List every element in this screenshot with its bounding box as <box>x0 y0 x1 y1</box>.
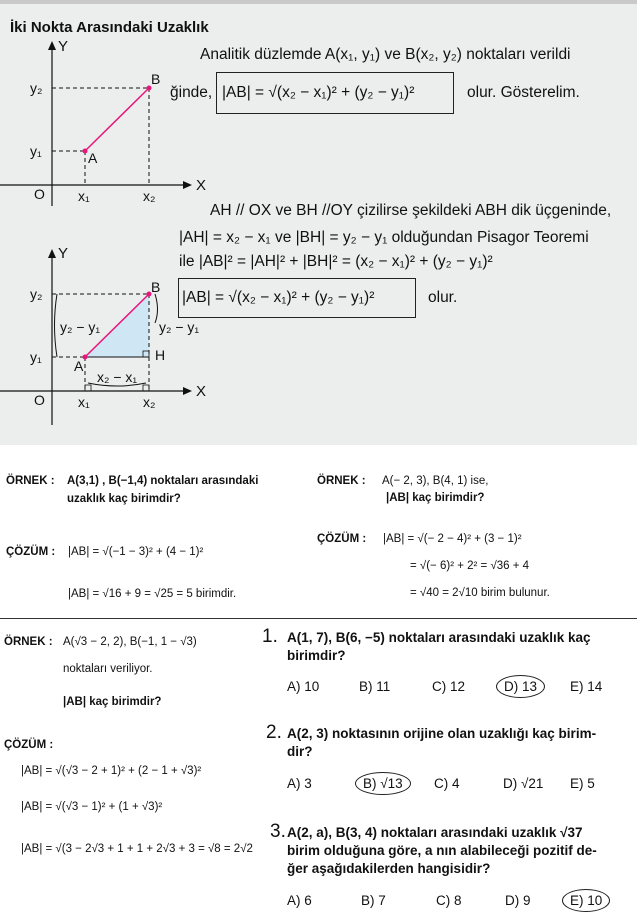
bottom-diff-label: x₂ − x₁ <box>97 369 138 385</box>
left-diff-label: y₂ − y₁ <box>60 319 101 335</box>
example3-question-line2: noktaları veriliyor. <box>63 663 153 675</box>
proof-line2: |AH| = x₂ − x₁ ve |BH| = y₂ − y₁ olduğundan Pisagor Teoremi <box>179 229 589 246</box>
example1-solution-line1: |AB| = √(−1 − 3)² + (4 − 1)² <box>68 546 204 558</box>
intro-line2-prefix: ğinde, <box>170 84 213 101</box>
y1-label-2: y₁ <box>30 349 42 365</box>
origin-label-2: O <box>34 392 45 408</box>
example3-solution-label: ÇÖZÜM : <box>4 739 54 751</box>
question2-option-c[interactable]: C) 4 <box>434 776 460 791</box>
x-axis-label: X <box>196 177 207 194</box>
proof-line1: AH // OX ve BH //OY çizilirse şekildeki ABH dik üçgeninde, <box>210 202 612 219</box>
right-angle-mark-x1 <box>85 385 91 391</box>
left-brace <box>55 294 58 357</box>
question1-option-c[interactable]: C) 12 <box>432 679 466 694</box>
question3-option-c[interactable]: C) 8 <box>436 893 462 908</box>
question1-line2: birimdir? <box>287 648 346 663</box>
intro-line1: Analitik düzlemde A(x₁, y₁) ve B(x₂, y₂) noktaları verildi <box>200 46 571 63</box>
question2-line1: A(2, 3) noktasının orijine olan uzaklığı kaç birim- <box>287 726 597 741</box>
question2-option-a[interactable]: A) 3 <box>287 776 312 791</box>
question3-line3: ğer aşağıdakilerden hangisidir? <box>287 861 491 876</box>
question1-number: 1. <box>262 626 278 647</box>
x1-label-2: x₁ <box>78 394 90 410</box>
question3-number: 3. <box>270 821 286 842</box>
right-diff-label: y₂ − y₁ <box>159 319 200 335</box>
section-divider <box>0 618 637 619</box>
example2-question-line2: |AB| kaç birimdir? <box>386 492 485 504</box>
example3-solution-line2: |AB| = √(√3 − 1)² + (1 + √3)² <box>21 801 163 813</box>
y1-label: y₁ <box>30 143 42 159</box>
example2-solution-label: ÇÖZÜM : <box>317 533 367 545</box>
question3-option-e-circled[interactable]: E) 10 <box>562 889 610 912</box>
y-axis-label-2: Y <box>58 245 69 262</box>
example1-question-line1: A(3,1) , B(−1,4) noktaları arasındaki <box>67 475 259 487</box>
example1-solution-label: ÇÖZÜM : <box>6 546 56 558</box>
y-axis-arrow <box>48 249 56 258</box>
question3-line1: A(2, a), B(3, 4) noktaları arasındaki uzaklık √37 <box>287 825 583 840</box>
distance-formula: |AB| = √(x₂ − x₁)² + (y₂ − y₁)² <box>222 84 415 101</box>
x2-label-2: x₂ <box>143 394 156 410</box>
example1-label: ÖRNEK : <box>6 475 55 487</box>
y2-label-2: y₂ <box>30 286 43 302</box>
right-angle-mark-x2 <box>143 385 149 391</box>
origin-label: O <box>34 186 45 202</box>
question2-line2: dir? <box>287 744 313 759</box>
point-h-label: H <box>155 347 166 363</box>
question2-option-d[interactable]: D) √21 <box>503 776 544 791</box>
point-a-label-2: A <box>74 358 84 374</box>
point-b-label-2: B <box>151 279 161 295</box>
example2-question-line1: A(− 2, 3), B(4, 1) ise, <box>382 475 489 487</box>
example2-solution-line1: |AB| = √(− 2 − 4)² + (3 − 1)² <box>383 533 522 545</box>
question2-option-e[interactable]: E) 5 <box>570 776 595 791</box>
result-formula: |AB| = √(x₂ − x₁)² + (y₂ − y₁)² <box>182 289 375 306</box>
x2-label: x₂ <box>143 188 156 204</box>
example3-solution-line1: |AB| = √(√3 − 2 + 1)² + (2 − 1 + √3)² <box>21 765 202 777</box>
proof-line3: ile |AB|² = |AH|² + |BH|² = (x₂ − x₁)² + (y₂ − y₁)² <box>179 253 493 270</box>
x-axis-label-2: X <box>196 383 207 400</box>
intro-line2-suffix: olur. Gösterelim. <box>467 84 580 101</box>
result-suffix: olur. <box>428 289 458 306</box>
question1-option-e[interactable]: E) 14 <box>570 679 603 694</box>
example2-label: ÖRNEK : <box>317 475 366 487</box>
y-axis-label: Y <box>58 38 69 55</box>
example3-question-line3: |AB| kaç birimdir? <box>63 696 162 708</box>
question3-option-d[interactable]: D) 9 <box>505 893 531 908</box>
example3-question-line1: A(√3 − 2, 2), B(−1, 1 − √3) <box>63 636 197 648</box>
question1-option-d-circled[interactable]: D) 13 <box>496 675 545 698</box>
section-title: İki Nokta Arasındaki Uzaklık <box>10 19 209 36</box>
example2-solution-line2: = √(− 6)² + 2² = √36 + 4 <box>410 560 530 572</box>
x1-label: x₁ <box>78 188 90 204</box>
example1-solution-line2: |AB| = √16 + 9 = √25 = 5 birimdir. <box>68 588 237 600</box>
question1-option-a[interactable]: A) 10 <box>287 679 320 694</box>
question1-option-b[interactable]: B) 11 <box>359 679 391 694</box>
right-brace <box>155 294 158 323</box>
question3-option-b[interactable]: B) 7 <box>361 893 386 908</box>
example3-label: ÖRNEK : <box>4 636 53 648</box>
question2-option-b-circled[interactable]: B) √13 <box>355 772 411 795</box>
example1-question-line2: uzaklık kaç birimdir? <box>67 493 181 505</box>
point-a-label: A <box>88 150 98 166</box>
question2-number: 2. <box>266 722 282 743</box>
example2-solution-line3: = √40 = 2√10 birim bulunur. <box>410 587 550 599</box>
question1-line1: A(1, 7), B(6, −5) noktaları arasındaki uzaklık kaç <box>287 630 591 645</box>
question3-line2: birim olduğuna göre, a nın alabileceği pozitif de- <box>287 843 597 858</box>
x-axis-arrow <box>183 387 192 395</box>
point-b-label: B <box>151 71 161 87</box>
example3-solution-line3: |AB| = √(3 − 2√3 + 1 + 1 + 2√3 + 3 = √8 = 2√2 <box>21 843 253 855</box>
question3-option-a[interactable]: A) 6 <box>287 893 312 908</box>
y2-label: y₂ <box>30 80 43 96</box>
